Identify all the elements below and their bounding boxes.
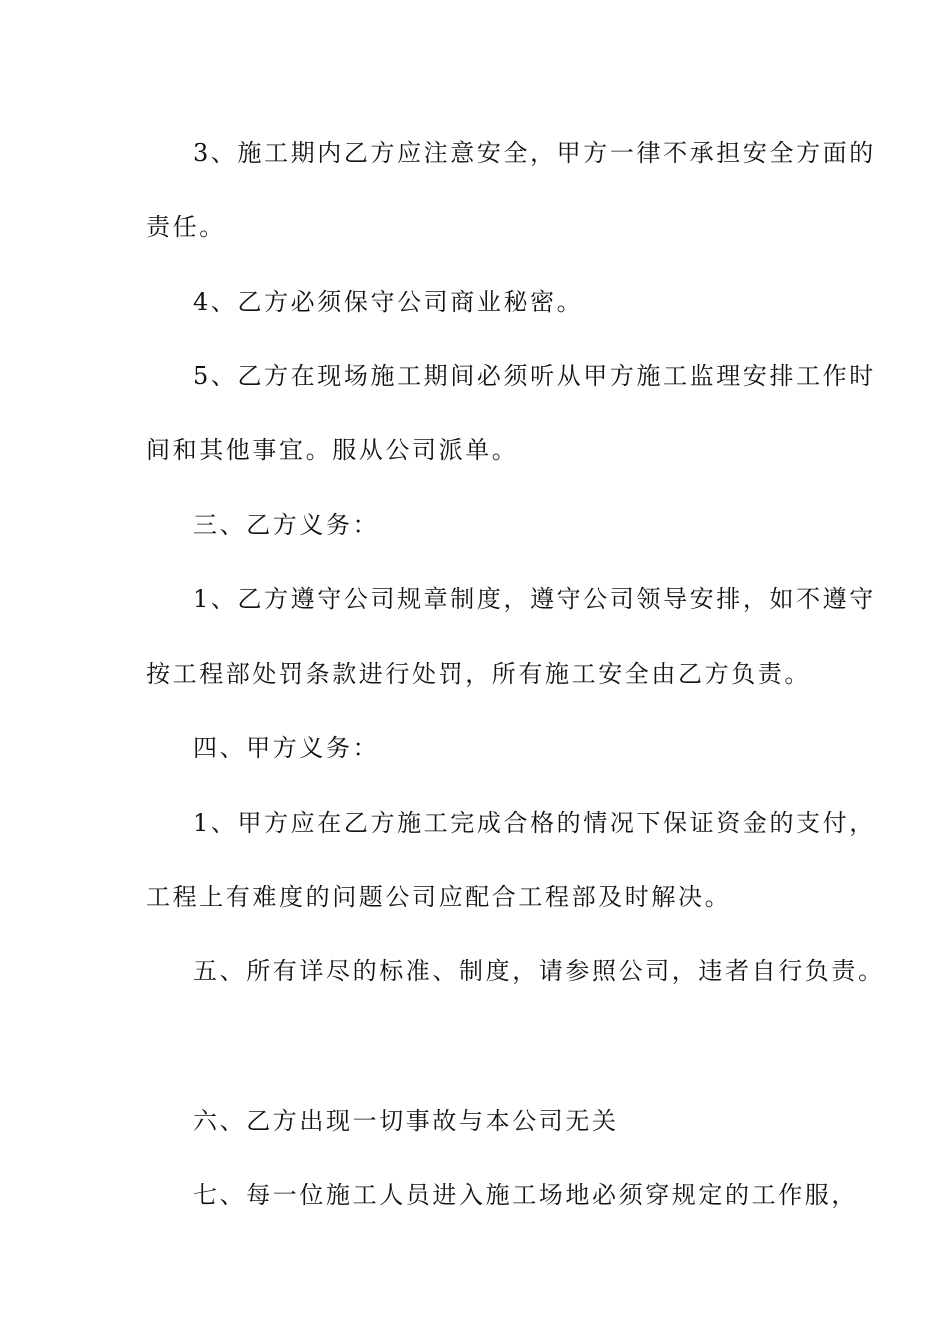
clause-3-line-2: 责任。: [146, 213, 226, 241]
section-seven-line-1: 七、每一位施工人员进入施工场地必须穿规定的工作服，: [193, 1181, 858, 1209]
clause-5-line-2: 间和其他事宜。服从公司派单。: [146, 436, 519, 464]
section-six: 六、乙方出现一切事故与本公司无关: [193, 1107, 619, 1135]
clause-5-line-1: 5、乙方在现场施工期间必须听从甲方施工监理安排工作时: [193, 362, 876, 390]
section-five: 五、所有详尽的标准、制度，请参照公司，违者自行负责。: [193, 957, 885, 985]
section-heading-party-a-obligations: 四、甲方义务：: [193, 734, 380, 762]
clause-4: 4、乙方必须保守公司商业秘密。: [193, 288, 584, 316]
party-b-clause-1-line-2: 按工程部处罚条款进行处罚，所有施工安全由乙方负责。: [146, 660, 811, 688]
party-a-clause-1-line-2: 工程上有难度的问题公司应配合工程部及时解决。: [146, 883, 732, 911]
party-a-clause-1-line-1: 1、甲方应在乙方施工完成合格的情况下保证资金的支付，: [193, 809, 876, 837]
clause-3-line-1: 3、施工期内乙方应注意安全，甲方一律不承担安全方面的: [193, 139, 876, 167]
party-b-clause-1-line-1: 1、乙方遵守公司规章制度，遵守公司领导安排，如不遵守: [193, 585, 876, 613]
section-heading-party-b-obligations: 三、乙方义务：: [193, 511, 380, 539]
